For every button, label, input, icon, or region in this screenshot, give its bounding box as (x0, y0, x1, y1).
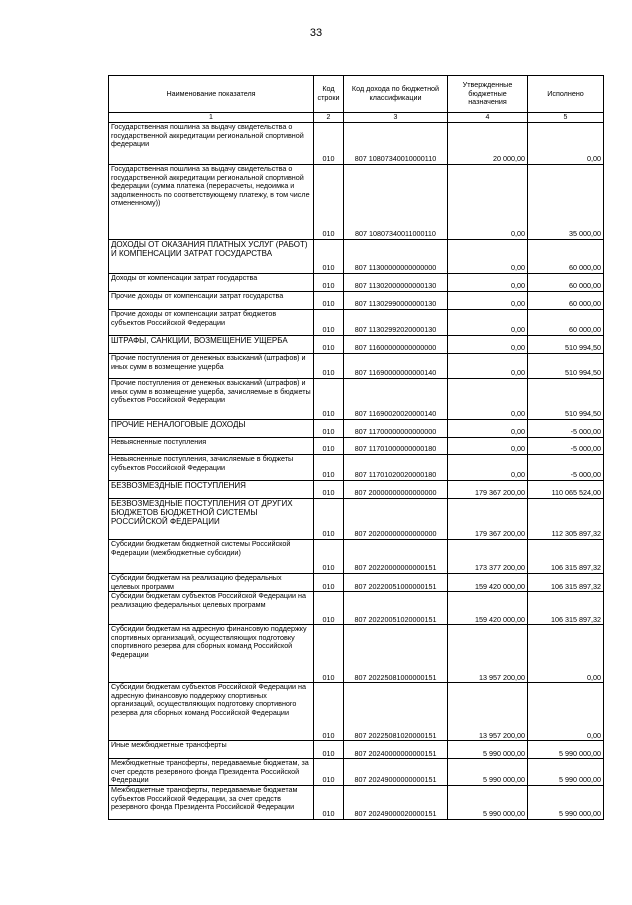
row-executed-amount: -5 000,00 (528, 438, 604, 455)
row-income-code: 807 11701020020000180 (344, 455, 448, 481)
table-row (109, 165, 604, 240)
column-number: 2 (314, 113, 344, 123)
row-code: 010 (314, 310, 344, 336)
row-income-code: 807 11690020020000140 (344, 379, 448, 420)
table-row (109, 574, 604, 592)
row-code: 010 (314, 785, 344, 819)
row-income-code: 807 11600000000000000 (344, 336, 448, 354)
row-code: 010 (314, 240, 344, 274)
row-code: 010 (314, 741, 344, 759)
row-income-code: 807 20249000000000151 (344, 759, 448, 786)
row-executed-amount: 112 305 897,32 (528, 499, 604, 540)
table-row (109, 481, 604, 499)
row-executed-amount: 510 994,50 (528, 379, 604, 420)
row-approved-amount: 13 957 200,00 (448, 683, 528, 741)
table-row (109, 292, 604, 310)
table-row (109, 379, 604, 420)
row-approved-amount: 0,00 (448, 292, 528, 310)
row-income-code: 807 11300000000000000 (344, 240, 448, 274)
row-code: 010 (314, 759, 344, 786)
row-approved-amount: 0,00 (448, 336, 528, 354)
row-approved-amount: 0,00 (448, 310, 528, 336)
income-report-table (108, 75, 604, 820)
row-executed-amount: 60 000,00 (528, 310, 604, 336)
row-executed-amount: 510 994,50 (528, 336, 604, 354)
row-income-code: 807 11690000000000140 (344, 354, 448, 379)
row-code: 010 (314, 165, 344, 240)
column-number-row (109, 113, 604, 123)
row-income-code: 807 11302992020000130 (344, 310, 448, 336)
table-row (109, 455, 604, 481)
row-name: Невыясненные поступления (109, 438, 314, 455)
row-income-code: 807 20220000000000151 (344, 540, 448, 574)
row-approved-amount: 0,00 (448, 240, 528, 274)
table-row (109, 240, 604, 274)
row-executed-amount: 106 315 897,32 (528, 574, 604, 592)
row-approved-amount: 0,00 (448, 165, 528, 240)
row-code: 010 (314, 274, 344, 292)
table-row (109, 123, 604, 165)
row-approved-amount: 0,00 (448, 455, 528, 481)
header-code: Код строки (314, 76, 344, 113)
table-row (109, 540, 604, 574)
table-row (109, 274, 604, 292)
table-row (109, 354, 604, 379)
column-number: 4 (448, 113, 528, 123)
row-code: 010 (314, 336, 344, 354)
row-executed-amount: 5 990 000,00 (528, 785, 604, 819)
row-executed-amount: 60 000,00 (528, 240, 604, 274)
header-executed: Исполнено (528, 76, 604, 113)
table-row (109, 336, 604, 354)
row-executed-amount: 0,00 (528, 683, 604, 741)
page-number: 33 (309, 27, 323, 39)
row-name: ШТРАФЫ, САНКЦИИ, ВОЗМЕЩЕНИЕ УЩЕРБА (109, 336, 314, 354)
column-number: 1 (109, 113, 314, 123)
table-row (109, 759, 604, 786)
header-row (109, 76, 604, 113)
row-approved-amount: 0,00 (448, 420, 528, 438)
table-row (109, 683, 604, 741)
row-executed-amount: 106 315 897,32 (528, 540, 604, 574)
row-income-code: 807 20225081000000151 (344, 625, 448, 683)
row-approved-amount: 13 957 200,00 (448, 625, 528, 683)
row-approved-amount: 179 367 200,00 (448, 481, 528, 499)
row-approved-amount: 0,00 (448, 354, 528, 379)
row-name: Доходы от компенсации затрат государства (109, 274, 314, 292)
row-name: Субсидии бюджетам бюджетной системы Российской Федерации (межбюджетные субсидии) (109, 540, 314, 574)
column-number: 3 (344, 113, 448, 123)
row-name: Государственная пошлина за выдачу свидетельства о государственной аккредитации региональной спортивной федерации (109, 123, 314, 165)
row-income-code: 807 11302990000000130 (344, 292, 448, 310)
row-name: Межбюджетные трансферты, передаваемые бюджетам субъектов Российской Федерации, за счет средств резервного фонда Президента Российской Федерации (109, 785, 314, 819)
row-name: БЕЗВОЗМЕЗДНЫЕ ПОСТУПЛЕНИЯ (109, 481, 314, 499)
table-row (109, 310, 604, 336)
row-income-code: 807 11700000000000000 (344, 420, 448, 438)
row-code: 010 (314, 574, 344, 592)
row-name: Прочие поступления от денежных взысканий (штрафов) и иных сумм в возмещение ущерба, зачисляемые в бюджеты субъектов Российской Федерации (109, 379, 314, 420)
row-code: 010 (314, 123, 344, 165)
column-number: 5 (528, 113, 604, 123)
row-name: Иные межбюджетные трансферты (109, 741, 314, 759)
row-code: 010 (314, 683, 344, 741)
row-income-code: 807 20225081020000151 (344, 683, 448, 741)
header-approved: Утвержденные бюджетные назначения (448, 76, 528, 113)
row-approved-amount: 0,00 (448, 274, 528, 292)
row-code: 010 (314, 438, 344, 455)
row-executed-amount: 0,00 (528, 625, 604, 683)
row-code: 010 (314, 499, 344, 540)
row-income-code: 807 20249000020000151 (344, 785, 448, 819)
row-approved-amount: 0,00 (448, 438, 528, 455)
header-income-code: Код дохода по бюджетной классификации (344, 76, 448, 113)
row-code: 010 (314, 481, 344, 499)
row-income-code: 807 11701000000000180 (344, 438, 448, 455)
table-row (109, 420, 604, 438)
row-income-code: 807 20240000000000151 (344, 741, 448, 759)
row-name: БЕЗВОЗМЕЗДНЫЕ ПОСТУПЛЕНИЯ ОТ ДРУГИХ БЮДЖЕТОВ БЮДЖЕТНОЙ СИСТЕМЫ РОССИЙСКОЙ ФЕДЕРАЦИИ (109, 499, 314, 540)
row-name: Межбюджетные трансферты, передаваемые бюджетам, за счет средств резервного фонда Президента Российской Федерации (109, 759, 314, 786)
row-income-code: 807 20200000000000000 (344, 499, 448, 540)
row-income-code: 807 11302000000000130 (344, 274, 448, 292)
row-code: 010 (314, 420, 344, 438)
row-income-code: 807 20220051020000151 (344, 592, 448, 625)
row-executed-amount: -5 000,00 (528, 420, 604, 438)
row-name: Невыясненные поступления, зачисляемые в бюджеты субъектов Российской Федерации (109, 455, 314, 481)
row-executed-amount: -5 000,00 (528, 455, 604, 481)
table-body (109, 123, 604, 820)
table-row (109, 741, 604, 759)
row-approved-amount: 159 420 000,00 (448, 574, 528, 592)
row-approved-amount: 0,00 (448, 379, 528, 420)
row-name: Субсидии бюджетам на реализацию федеральных целевых программ (109, 574, 314, 592)
row-approved-amount: 20 000,00 (448, 123, 528, 165)
table-row (109, 592, 604, 625)
row-income-code: 807 20220051000000151 (344, 574, 448, 592)
row-code: 010 (314, 592, 344, 625)
table-row (109, 499, 604, 540)
table-row (109, 438, 604, 455)
row-approved-amount: 5 990 000,00 (448, 741, 528, 759)
row-executed-amount: 510 994,50 (528, 354, 604, 379)
row-name: Прочие доходы от компенсации затрат государства (109, 292, 314, 310)
row-income-code: 807 10807340010000110 (344, 123, 448, 165)
row-executed-amount: 60 000,00 (528, 274, 604, 292)
row-code: 010 (314, 292, 344, 310)
row-name: Субсидии бюджетам субъектов Российской Федерации на адресную финансовую поддержку спортивных организаций, осуществляющих подготовку спортивного резерва для сборных команд Российской Федерации (109, 683, 314, 741)
row-name: Прочие поступления от денежных взысканий (штрафов) и иных сумм в возмещение ущерба (109, 354, 314, 379)
row-name: ДОХОДЫ ОТ ОКАЗАНИЯ ПЛАТНЫХ УСЛУГ (РАБОТ) И КОМПЕНСАЦИИ ЗАТРАТ ГОСУДАРСТВА (109, 240, 314, 274)
table-row (109, 785, 604, 819)
row-name: Субсидии бюджетам на адресную финансовую поддержку спортивных организаций, осуществляющих подготовку спортивного резерва для сборных команд Российской Федерации (109, 625, 314, 683)
row-approved-amount: 5 990 000,00 (448, 785, 528, 819)
row-executed-amount: 5 990 000,00 (528, 759, 604, 786)
header-name: Наименование показателя (109, 76, 314, 113)
row-code: 010 (314, 455, 344, 481)
row-approved-amount: 159 420 000,00 (448, 592, 528, 625)
row-approved-amount: 5 990 000,00 (448, 759, 528, 786)
row-approved-amount: 173 377 200,00 (448, 540, 528, 574)
row-executed-amount: 35 000,00 (528, 165, 604, 240)
row-executed-amount: 106 315 897,32 (528, 592, 604, 625)
row-name: Субсидии бюджетам субъектов Российской Федерации на реализацию федеральных целевых программ (109, 592, 314, 625)
row-executed-amount: 60 000,00 (528, 292, 604, 310)
table-row (109, 625, 604, 683)
row-name: Государственная пошлина за выдачу свидетельства о государственной аккредитации региональной спортивной федерации (сумма платежа (перерасчеты, недоимка и задолженность по соответствующему платежу, в том числе отмененному)) (109, 165, 314, 240)
row-income-code: 807 20000000000000000 (344, 481, 448, 499)
row-income-code: 807 10807340011000110 (344, 165, 448, 240)
row-approved-amount: 179 367 200,00 (448, 499, 528, 540)
row-code: 010 (314, 540, 344, 574)
row-name: Прочие доходы от компенсации затрат бюджетов субъектов Российской Федерации (109, 310, 314, 336)
row-code: 010 (314, 379, 344, 420)
row-code: 010 (314, 354, 344, 379)
row-name: ПРОЧИЕ НЕНАЛОГОВЫЕ ДОХОДЫ (109, 420, 314, 438)
row-code: 010 (314, 625, 344, 683)
row-executed-amount: 0,00 (528, 123, 604, 165)
row-executed-amount: 5 990 000,00 (528, 741, 604, 759)
row-executed-amount: 110 065 524,00 (528, 481, 604, 499)
